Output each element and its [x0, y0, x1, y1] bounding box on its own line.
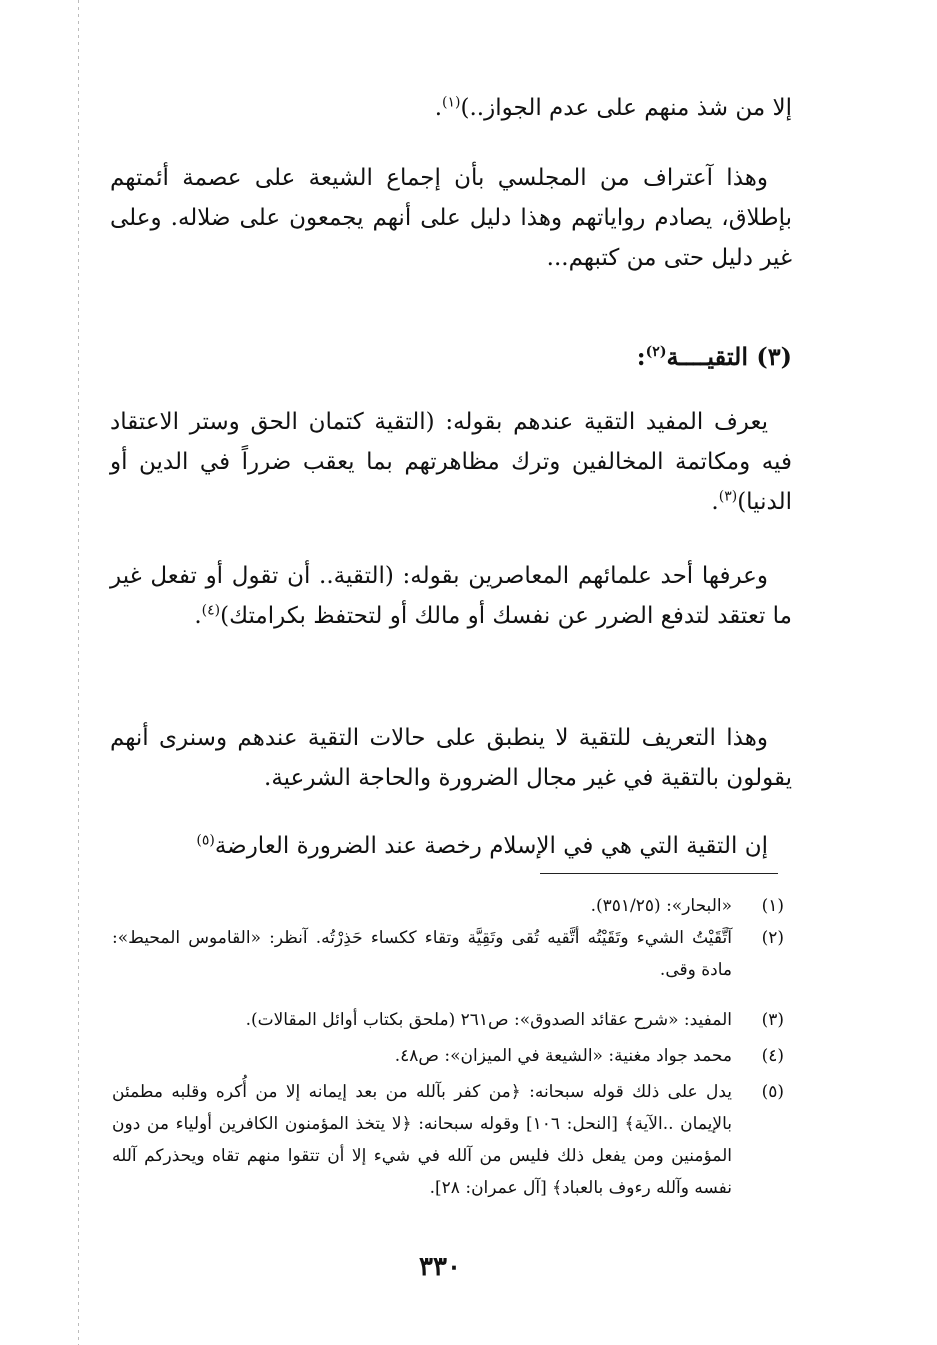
footnote-ref-4: (٤): [201, 602, 221, 619]
section-heading-text: (٣) التقيــــة: [666, 342, 792, 371]
footnote-ref-5: (٥): [196, 832, 215, 849]
section-heading: (٣) التقيــــة$^{(٢)}$:: [636, 342, 792, 371]
footnote-ref-1: (١): [442, 94, 461, 111]
paragraph-1: إلا من شذ منهم على عدم الجواز..)$^{(١)}$.: [434, 94, 792, 121]
footnote-text: يدل على ذلك قوله سبحانه: ﴿من كفر بآلله من بعد إيمانه إلا من أُكره وقلبه مطمئن بالإيمان ..الآية﴾ [النحل: ١٠٦] وقوله سبحانه: ﴿لا يتخذ المؤمنون الكافرين أولياء من دون المؤمنين ومن يفعل ذلك فليس من آلله في شيء إلا أن تتقوا منهم تقاه ويحذركم آلله نفسه وآلله رءوف بالعباد﴾ [آل عمران: ٢٨].: [112, 1082, 732, 1198]
paragraph-3-text: يعرف المفيد التقية عندهم بقوله: (التقية كتمان الحق وستر الاعتقاد فيه ومكاتمة المخالفين وترك مظاهرتهم بما يعقب ضرراً في الدين أو الدنيا): [110, 409, 792, 515]
footnote-number: (٣): [761, 1010, 784, 1030]
paragraph-6-text: إن التقية التي هي في الإسلام رخصة عند الضرورة العارضة: [214, 833, 768, 859]
paragraph-2: [110, 158, 792, 278]
paragraph-4: وعرفها أحد علمائهم المعاصرين بقوله: (التقية.. أن تقول أو تفعل غير ما تعتقد لتدفع الضرر عن نفسك أو مالك أو لتحتفظ بكرامتك)$^{(٤)}$.: [110, 563, 792, 629]
footnote-text: آتَّقَيْتُ الشيء وتَقَيْتُه أتَّقيه تُقى وتَقِيَّة وتقاء ككساء حَذِرْتُه. آنظر: «القاموس المحيط»: مادة وقى.: [112, 928, 732, 980]
footnote-number: (٥): [761, 1082, 784, 1102]
paragraph-5-text: وهذا التعريف للتقية لا ينطبق على حالات التقية عندهم وسنرى أنهم يقولون بالتقية في غير مجال الضرورة والحاجة الشرعية.: [110, 725, 792, 791]
paragraph-5: [110, 718, 792, 798]
footnote-ref-2: (٢): [645, 344, 667, 360]
footnote-number: (٤): [761, 1046, 784, 1066]
footnote-separator: [540, 873, 778, 874]
footnote-3: [112, 1004, 784, 1036]
footnote-1: [112, 890, 784, 922]
footnote-ref-3: (٣): [718, 488, 738, 505]
footnote-5: [112, 1076, 784, 1204]
page-number: ٣٣٠: [419, 1252, 461, 1282]
footnote-2: [112, 922, 784, 986]
footnote-4: [112, 1040, 784, 1072]
paragraph-4-text: وعرفها أحد علمائهم المعاصرين بقوله: (التقية.. أن تقول أو تفعل غير ما تعتقد لتدفع الضرر عن نفسك أو مالك أو لتحتفظ بكرامتك): [110, 563, 792, 629]
footnote-text: المفيد: «شرح عقائد الصدوق»: ص٢٦١ (ملحق بكتاب أوائل المقالات).: [245, 1010, 732, 1030]
scan-edge-dots: [78, 0, 79, 1345]
footnote-text: «البحار»: (٣٥١/٢٥).: [590, 896, 732, 916]
footnote-number: (٢): [761, 928, 784, 948]
footnote-text: محمد جواد مغنية: «الشيعة في الميزان»: ص٤٨.: [394, 1046, 732, 1066]
paragraph-2-text: وهذا آعتراف من المجلسي بأن إجماع الشيعة على عصمة أئمتهم بإطلاق، يصادم رواياتهم وهذا دليل على أنهم يجمعون على ضلاله. وعلى غير دليل حتى من كتبهم...: [110, 165, 792, 271]
paragraph-3: يعرف المفيد التقية عندهم بقوله: (التقية كتمان الحق وستر الاعتقاد فيه ومكاتمة المخالفين وترك مظاهرتهم بما يعقب ضرراً في الدين أو الدنيا)$^{(٣)}$.: [110, 409, 792, 515]
paragraph-1-text: إلا من شذ منهم على عدم الجواز..): [460, 95, 792, 121]
footnote-number: (١): [761, 896, 784, 916]
paragraph-6: [110, 826, 792, 866]
